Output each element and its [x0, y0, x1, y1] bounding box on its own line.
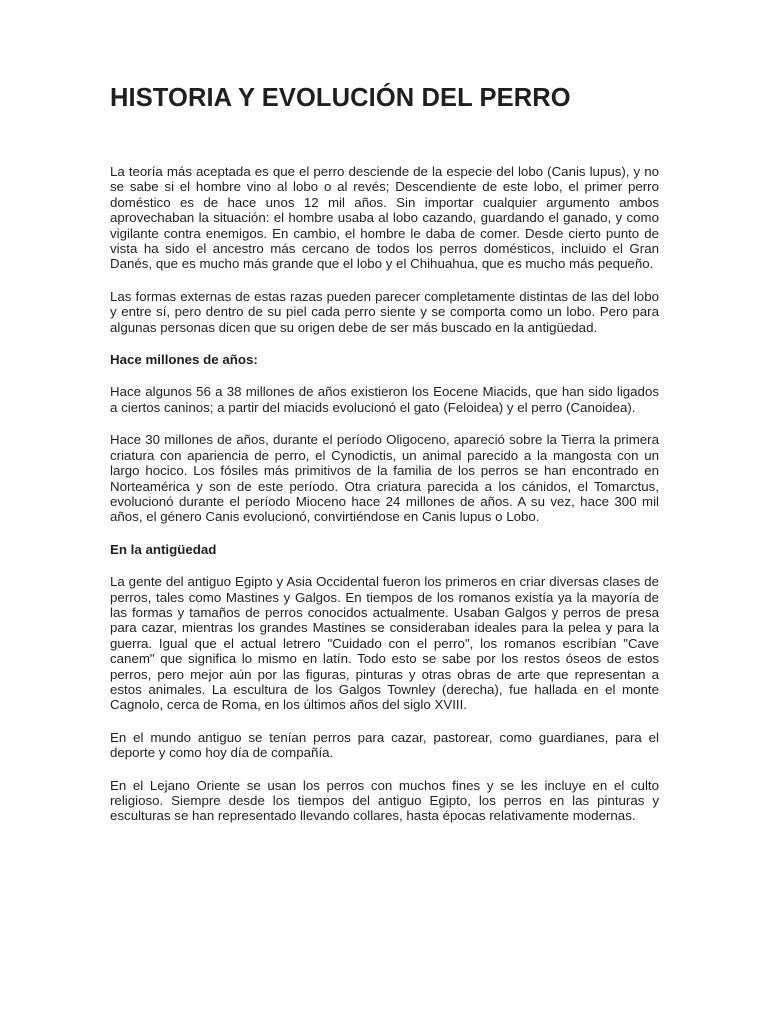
paragraph-egypt: La gente del antiguo Egipto y Asia Occidental fueron los primeros en criar diversas clases de perros, tales como Mastines y Galgos. En tiempos de los romanos existía ya la mayoría de las formas y tamaños de perros conocidos actualmente. Usaban Galgos y perros de presa para cazar, mientras los grandes Mastines se consideraban ideales para la pelea y para la guerra. Igual que el actual letrero "Cuidado con el perro", los romanos escribían "Cave canem" que significa lo mismo en latín. Todo esto se sabe por los restos óseos de estos perros, pero mejor aún por las figuras, pinturas y otras obras de arte que representan a estos animales. La escultura de los Galgos Townley (derecha), fue hallada en el monte Cagnolo, cerca de Roma, en los últimos años del siglo XVIII. — [110, 574, 659, 713]
paragraph-ancient-world: En el mundo antiguo se tenían perros para cazar, pastorear, como guardianes, para el deporte y como hoy día de compañía. — [110, 729, 659, 761]
paragraph-external-forms: Las formas externas de estas razas pueden parecer completamente distintas de las del lobo y entre sí, pero dentro de su piel cada perro siente y se comporta como un lobo. Pero para algunas personas dicen que su origen debe de ser más buscado en la antigüedad. — [110, 288, 659, 335]
document-title: HISTORIA Y EVOLUCIÓN DEL PERRO — [110, 84, 571, 112]
paragraph-oligocene: Hace 30 millones de años, durante el período Oligoceno, apareció sobre la Tierra la primera criatura con apariencia de perro, el Cynodictis, un animal parecido a la mangosta con un largo hocico. Los fósiles más primitivos de la familia de los perros se han encontrado en Norteamérica y son de este período. Otra criatura parecida a los cánidos, el Tomarctus, evolucionó durante el período Mioceno hace 24 millones de años. A su vez, hace 300 mil años, el género Canis evolucionó, convirtiéndose en Canis lupus o Lobo. — [110, 432, 659, 525]
section-heading-antiquity: En la antigüedad — [110, 541, 217, 557]
section-heading-millions-years: Hace millones de años: — [110, 352, 258, 368]
paragraph-far-east: En el Lejano Oriente se usan los perros con muchos fines y se les incluye en el culto religioso. Siempre desde los tiempos del antiguo Egipto, los perros en las pinturas y esculturas se han representado llevando collares, hasta épocas relativamente modernas. — [110, 777, 659, 824]
paragraph-origin: La teoría más aceptada es que el perro desciende de la especie del lobo (Canis lupus), y no se sabe si el hombre vino al lobo o al revés; Descendiente de este lobo, el primer perro doméstico es de hace unos 12 mil años. Sin importar cualquier argumento ambos aprovechaban la situación: el hombre usaba al lobo cazando, guardando el ganado, y como vigilante contra enemigos. En cambio, el hombre le daba de comer. Desde cierto punto de vista ha sido el ancestro más cercano de todos los perros domésticos, incluido el Gran Danés, que es mucho más grande que el lobo y el Chihuahua, que es mucho más pequeño. — [110, 164, 659, 272]
paragraph-miacids: Hace algunos 56 a 38 millones de años existieron los Eocene Miacids, que han sido ligados a ciertos caninos; a partir del miacids evolucionó el gato (Feloidea) y el perro (Canoidea). — [110, 384, 659, 415]
document-body — [110, 164, 659, 841]
